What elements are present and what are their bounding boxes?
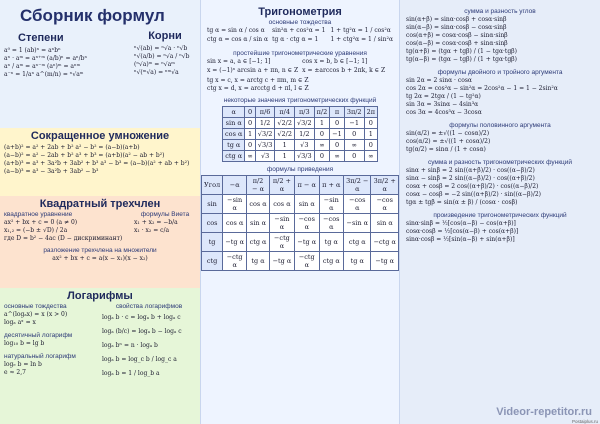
- trigonometry-column: [200, 0, 400, 424]
- table-cell: sin α: [247, 214, 270, 233]
- table-cell: 0: [330, 140, 345, 151]
- sum-angles-formula: tg(α+β) = (tgα + tgβ) / (1 − tgα·tgβ): [406, 48, 517, 55]
- trig-title: Тригонометрия: [258, 6, 342, 18]
- table-cell: −sin α: [344, 214, 371, 233]
- vieta-formula: x₁ + x₂ = −b/a: [134, 219, 178, 226]
- abbrev-title: Сокращенное умножение: [30, 130, 170, 142]
- table-cell: tg: [202, 233, 223, 252]
- table-cell: 1: [275, 140, 295, 151]
- table-cell: cos α: [247, 195, 270, 214]
- logarithms-section: [0, 288, 200, 424]
- trig-ident: 1 + tg²α = 1 / cos²α: [330, 27, 391, 34]
- table-cell: sin: [202, 195, 223, 214]
- roots-block: [134, 30, 196, 77]
- sum-angles-label: сумма и разность углов: [464, 8, 536, 15]
- table-row: [223, 151, 378, 162]
- table-cell: 0: [344, 129, 364, 140]
- table-cell: 1/2: [255, 118, 275, 129]
- left-column: [0, 0, 200, 424]
- table-row: [223, 118, 378, 129]
- powers-title: Степени: [18, 32, 64, 44]
- table-header-cell: 3π/2 + α: [371, 176, 399, 195]
- sum-functions-label: сумма и разность тригонометрических функций: [427, 159, 573, 166]
- quadratic-section: [0, 196, 200, 288]
- table-cell: √2/2: [275, 118, 295, 129]
- double-arg-formula: tg 2α = 2tgα / (1 − tg²α): [406, 93, 481, 100]
- trig-values-label: некоторые значения тригонометрических функций: [223, 97, 377, 104]
- table-cell: ∞: [344, 140, 364, 151]
- table-cell: ∞: [245, 151, 255, 162]
- trig-eq: x = ±arccos b + 2πk, k ∈ Z: [302, 67, 386, 74]
- sum-functions-formula: cosα + cosβ = 2 cos((α+β)/2) · cos((α−β)/2): [406, 183, 539, 190]
- table-header-cell: α: [223, 107, 245, 118]
- trig-formulas-column: [400, 0, 600, 424]
- sum-functions-formula: cosα − cosβ = −2 sin((α+β)/2) · sin((α−β)/2): [406, 191, 542, 198]
- table-row: [223, 129, 378, 140]
- trig-simple-label: простейшие тригонометрические уравнения: [233, 50, 367, 57]
- sum-angles-formula: cos(α−β) = cosα·cosβ + sinα·sinβ: [406, 40, 508, 47]
- table-cell: 1/2: [295, 129, 315, 140]
- table-header-cell: −α: [223, 176, 247, 195]
- trig-eq: sin x = a, a ∈ [−1; 1]: [207, 58, 271, 65]
- roots-formula: (ⁿ√a)ᵐ = ⁿ√aᵐ: [134, 61, 175, 68]
- powers-formula: aⁿ / aᵐ = aⁿ⁻ᵐ (aⁿ)ᵐ = aⁿᵐ: [4, 63, 81, 70]
- table-cell: tg α: [223, 140, 245, 151]
- table-cell: tg α: [247, 252, 270, 271]
- log-dec-label: десятичный логарифм: [4, 332, 73, 339]
- quad-eq: ax² + bx + c = 0 (a ≠ 0): [4, 219, 78, 226]
- table-cell: −1: [330, 129, 345, 140]
- table-cell: 0: [245, 118, 255, 129]
- table-cell: −ctg α: [269, 233, 294, 252]
- double-arg-label: формулы двойного и тройного аргумента: [437, 69, 563, 76]
- table-cell: −sin α: [269, 214, 294, 233]
- table-cell: ctg α: [223, 151, 245, 162]
- table-cell: ctg: [202, 252, 223, 271]
- trig-eq: x = (−1)ⁿ arcsin a + πn, n ∈ Z: [207, 67, 299, 74]
- log-prop: logₐ b · c = logₐ b + logₐ c: [102, 314, 181, 321]
- table-cell: sin α: [223, 118, 245, 129]
- table-header-cell: 2π: [364, 107, 377, 118]
- log-prop: logₐ bⁿ = n · logₐ b: [102, 342, 158, 349]
- trig-ident: 1 + ctg²α = 1 / sin²α: [330, 36, 393, 43]
- table-cell: −cos α: [295, 214, 320, 233]
- table-cell: −sin α: [319, 195, 344, 214]
- powers-formula: a⁰ = 1 (ab)ⁿ = aⁿbⁿ: [4, 47, 61, 54]
- table-cell: sin α: [295, 195, 320, 214]
- log-title: Логарифмы: [67, 290, 133, 302]
- table-cell: −tg α: [269, 252, 294, 271]
- trig-ident-label: основные тождества: [268, 19, 332, 26]
- powers-roots-section: [0, 0, 200, 128]
- table-cell: ∞: [314, 140, 330, 151]
- log-ident: a^(logₐx) = x (x > 0): [4, 311, 68, 318]
- quad-roots: x₁,₂ = (−b ± √D) / 2a: [4, 227, 68, 234]
- table-cell: −ctg α: [371, 233, 399, 252]
- abbrev-formula: (a−b)² = a² − 2ab + b² a³ + b³ = (a+b)(a² − ab + b²): [4, 152, 165, 159]
- abbrev-formula: (a+b)² = a² + 2ab + b² a² − b² = (a−b)(a+b): [4, 144, 140, 151]
- table-header-cell: π + α: [319, 176, 344, 195]
- table-header-cell: π/4: [275, 107, 295, 118]
- table-cell: 1: [245, 129, 255, 140]
- table-cell: √3: [255, 151, 275, 162]
- factor-formula: ax² + bx + c = a(x − x₁)(x − x₂): [52, 255, 148, 262]
- product-formula: cosα·cosβ = ½[cos(α−β) + cos(α+β)]: [406, 228, 519, 235]
- table-cell: 1: [364, 129, 377, 140]
- table-cell: 0: [314, 129, 330, 140]
- table-cell: 0: [364, 140, 377, 151]
- table-cell: √3/2: [295, 118, 315, 129]
- watermark: Videor-repetitor.ru: [496, 406, 592, 418]
- table-row: [223, 140, 378, 151]
- double-arg-formula: sin 3α = 3sinα − 4sin³α: [406, 101, 479, 108]
- trig-values-table: [222, 106, 378, 162]
- table-header-cell: 3π/2: [344, 107, 364, 118]
- table-cell: cos α: [223, 214, 247, 233]
- log-dec: log₁₀ b = lg b: [4, 340, 45, 347]
- table-header-cell: π/3: [295, 107, 315, 118]
- trig-ident: tg α · ctg α = 1: [272, 36, 319, 43]
- table-cell: cos: [202, 214, 223, 233]
- log-nat-label: натуральный логарифм: [4, 353, 76, 360]
- table-row: [202, 233, 399, 252]
- table-cell: √3/2: [255, 129, 275, 140]
- table-cell: 0: [344, 151, 364, 162]
- trig-ident: ctg α = cos α / sin α: [207, 36, 269, 43]
- log-prop: logₐ (b/c) = logₐ b − logₐ c: [102, 328, 182, 335]
- sum-angles-formula: tg(α−β) = (tgα − tgβ) / (1 + tgα·tgβ): [406, 56, 517, 63]
- table-cell: √3: [295, 140, 315, 151]
- table-cell: sin α: [371, 214, 399, 233]
- log-e-value: e ≈ 2,7: [4, 369, 26, 376]
- table-header-cell: π/2: [314, 107, 330, 118]
- table-cell: −ctg α: [223, 252, 247, 271]
- table-cell: ctg α: [247, 233, 270, 252]
- table-cell: 0: [364, 118, 377, 129]
- half-arg-label: формулы половинного аргумента: [449, 122, 551, 129]
- double-arg-formula: sin 2α = 2 sinα · cosα: [406, 77, 472, 84]
- table-row: [202, 195, 399, 214]
- table-cell: 0: [314, 151, 330, 162]
- sum-functions-formula: sinα + sinβ = 2 sin((α+β)/2) · cos((α−β)/2): [406, 167, 535, 174]
- table-cell: ctg α: [319, 252, 344, 271]
- sum-functions-formula: sinα − sinβ = 2 sin((α−β)/2) · cos((α+β)/2): [406, 175, 535, 182]
- table-cell: √2/2: [275, 129, 295, 140]
- table-cell: 0: [330, 118, 345, 129]
- table-cell: −cos α: [371, 195, 399, 214]
- table-cell: tg α: [344, 252, 371, 271]
- log-prop: logₐ b = log_c b / log_c a: [102, 356, 177, 363]
- table-cell: −tg α: [371, 252, 399, 271]
- quad-title: Квадратный трехчлен: [39, 198, 161, 210]
- roots-title: Корни: [148, 30, 182, 42]
- table-row: [223, 107, 378, 118]
- table-cell: 1: [314, 118, 330, 129]
- table-header-cell: π/6: [255, 107, 275, 118]
- roots-formula: ⁿ√(a/b) = ⁿ√a / ⁿ√b: [134, 53, 190, 60]
- table-header-cell: 3π/2 − α: [344, 176, 371, 195]
- table-cell: √3/3: [295, 151, 315, 162]
- product-formula: sinα·sinβ = ½[cos(α−β) − cos(α+β)]: [406, 220, 516, 227]
- table-cell: cos α: [269, 195, 294, 214]
- trig-ident: tg α = sin α / cos α: [207, 27, 265, 34]
- corner-credit: Postaiplus.ru: [571, 419, 598, 424]
- trig-reduction-table: [201, 175, 399, 271]
- table-row: [202, 252, 399, 271]
- powers-formula: aⁿ · aᵐ = aⁿ⁺ᵐ (a/b)ⁿ = aⁿ/bⁿ: [4, 55, 88, 62]
- table-cell: √3/3: [255, 140, 275, 151]
- table-cell: −tg α: [223, 233, 247, 252]
- product-formula: sinα·cosβ = ½[sin(α−β) + sin(α+β)]: [406, 236, 515, 243]
- log-ident-label: основные тождества: [4, 303, 67, 310]
- table-header-cell: Угол: [202, 176, 223, 195]
- table-row: [202, 176, 399, 195]
- log-props-label: свойства логарифмов: [115, 303, 183, 310]
- product-label: произведение тригонометрических функций: [433, 212, 567, 219]
- sum-angles-formula: sin(α−β) = sinα·cosβ − cosα·sinβ: [406, 24, 507, 31]
- double-arg-formula: cos 3α = 4cos³α − 3cosα: [406, 109, 482, 116]
- vieta-formula: x₁ · x₂ = c/a: [134, 227, 170, 234]
- table-header-cell: π: [330, 107, 345, 118]
- abbrev-formula: (a+b)³ = a³ + 3a²b + 3ab² + b³ a³ − b³ = (a−b)(a² + ab + b²): [4, 160, 190, 167]
- trig-reduction-label: формулы приведения: [266, 166, 334, 173]
- table-cell: −tg α: [295, 233, 320, 252]
- half-arg-formula: sin(α/2) = ±√((1 − cosα)/2): [406, 130, 490, 137]
- table-cell: −1: [344, 118, 364, 129]
- roots-formula: ⁿ√(ab) = ⁿ√a · ⁿ√b: [134, 45, 188, 52]
- double-arg-formula: cos 2α = cos²α − sin²α = 2cos²α − 1 = 1 − 2sin²α: [406, 85, 558, 92]
- table-cell: tg α: [319, 233, 344, 252]
- table-cell: ∞: [330, 151, 345, 162]
- log-prop: logₐ b = 1 / log_b a: [102, 370, 160, 377]
- log-ident: logₐ aˣ = x: [4, 319, 36, 326]
- sum-functions-formula: tgα ± tgβ = sin(α ± β) / (cosα · cosβ): [406, 199, 518, 206]
- table-row: [202, 214, 399, 233]
- log-nat: logₑ b = ln b: [4, 361, 42, 368]
- trig-eq: ctg x = d, x = arcctg d + πl, l ∈ Z: [207, 85, 309, 92]
- factor-label: разложение трехчлена на множители: [43, 247, 157, 254]
- table-cell: ctg α: [344, 233, 371, 252]
- table-cell: −sin α: [223, 195, 247, 214]
- table-header-cell: 0: [245, 107, 255, 118]
- quad-discriminant: где D = b² − 4ac (D − дискриминант): [4, 235, 123, 242]
- vieta-label: формулы Виета: [140, 211, 190, 218]
- trig-eq: tg x = c, x = arctg c + πm, m ∈ Z: [207, 77, 309, 84]
- table-header-cell: π − α: [295, 176, 320, 195]
- table-cell: −cos α: [319, 214, 344, 233]
- table-header-cell: π/2 − α: [247, 176, 270, 195]
- table-cell: cos α: [223, 129, 245, 140]
- table-header-cell: π/2 + α: [269, 176, 294, 195]
- page-title: Сборник формул: [20, 6, 165, 25]
- abbrev-formula: (a−b)³ = a³ − 3a²b + 3ab² − b³: [4, 168, 99, 175]
- half-arg-formula: tg(α/2) = sinα / (1 + cosα): [406, 146, 486, 153]
- table-cell: 1: [275, 151, 295, 162]
- powers-formula: a⁻ⁿ = 1/aⁿ a^(m/n) = ⁿ√aᵐ: [4, 71, 84, 78]
- half-arg-formula: cos(α/2) = ±√((1 + cosα)/2): [406, 138, 491, 145]
- table-cell: ∞: [364, 151, 377, 162]
- table-cell: 0: [245, 140, 255, 151]
- table-cell: −cos α: [344, 195, 371, 214]
- quad-eq-label: квадратное уравнение: [4, 211, 73, 218]
- trig-ident: sin²α + cos²α = 1: [272, 27, 326, 34]
- trig-eq: cos x = b, b ∈ [−1; 1]: [302, 58, 368, 65]
- table-cell: −ctg α: [295, 252, 320, 271]
- sum-angles-formula: cos(α+β) = cosα·cosβ − sinα·sinβ: [406, 32, 508, 39]
- roots-formula: ⁿ√(ᵐ√a) = ⁿᵐ√a: [134, 69, 179, 76]
- abbreviated-multiplication-section: [0, 128, 200, 196]
- sum-angles-formula: sin(α+β) = sinα·cosβ + cosα·sinβ: [406, 16, 507, 23]
